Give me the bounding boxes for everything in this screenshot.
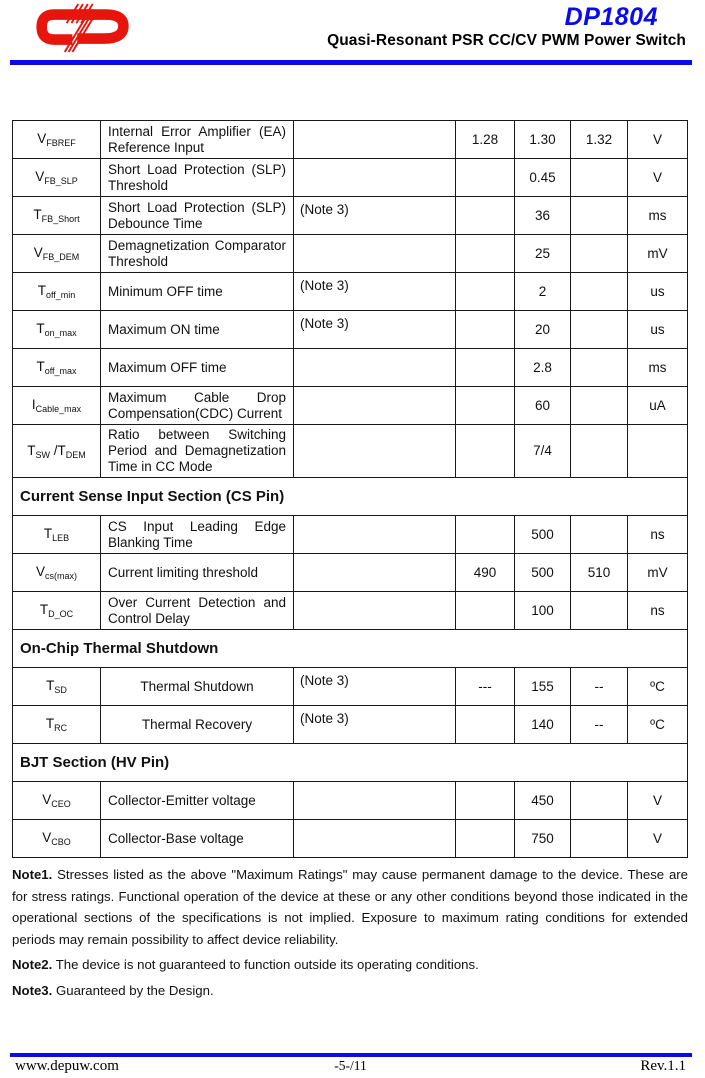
- unit-cell: ms: [628, 349, 688, 387]
- footer-revision: Rev.1.1: [640, 1058, 687, 1074]
- table-row: [13, 159, 688, 197]
- table-row: [13, 668, 688, 706]
- max-cell: [571, 516, 628, 554]
- min-cell: 1.28: [456, 121, 515, 159]
- footer-page-number: -5-/11: [334, 1058, 367, 1073]
- conditions-cell: [294, 121, 456, 159]
- typ-cell: 140: [515, 706, 571, 744]
- typ-cell: 2.8: [515, 349, 571, 387]
- note-1: [12, 864, 688, 950]
- table-row: [13, 554, 688, 592]
- conditions-cell: [294, 387, 456, 425]
- conditions-cell: [294, 554, 456, 592]
- max-cell: [571, 425, 628, 478]
- symbol-subscript: FBREF: [46, 138, 76, 148]
- conditions-cell: [294, 782, 456, 820]
- section-row: [13, 744, 688, 782]
- symbol-subscript: off_min: [45, 290, 76, 300]
- table-row: [13, 387, 688, 425]
- conditions-cell: (Note 3): [294, 668, 456, 706]
- max-cell: [571, 387, 628, 425]
- description-cell: Thermal Recovery: [101, 706, 294, 744]
- max-cell: [571, 349, 628, 387]
- max-cell: [571, 273, 628, 311]
- max-cell: [571, 820, 628, 858]
- symbol-subscript: SD: [54, 685, 67, 695]
- page-header: [0, 0, 705, 66]
- min-cell: [456, 159, 515, 197]
- symbol-cell: $T_{D\_OC}$: [13, 592, 101, 630]
- description-cell: Minimum OFF time: [101, 273, 294, 311]
- max-cell: [571, 311, 628, 349]
- note-3: [12, 980, 688, 1002]
- typ-cell: 155: [515, 668, 571, 706]
- symbol-cell: $V_{FB\_SLP}$: [13, 159, 101, 197]
- description-cell: Maximum Cable Drop Compensation(CDC) Current: [101, 387, 294, 425]
- unit-cell: ns: [628, 592, 688, 630]
- note-2-label: Note2.: [12, 957, 53, 972]
- symbol-cell: $V_{FB\_DEM}$: [13, 235, 101, 273]
- max-cell: [571, 197, 628, 235]
- symbol-cell: $V_{cs(max)}$: [13, 554, 101, 592]
- table-row: [13, 235, 688, 273]
- note-2-text: The device is not guaranteed to function outside its operating conditions.: [55, 957, 479, 972]
- section-row: [13, 630, 688, 668]
- section-title: BJT Section (HV Pin): [13, 744, 688, 782]
- dp-company-logo: [33, 3, 133, 53]
- symbol-cell: $T_{off\_min}$: [13, 273, 101, 311]
- conditions-cell: (Note 3): [294, 311, 456, 349]
- symbol-cell: $T_{RC}$: [13, 706, 101, 744]
- description-cell: Ratio between Switching Period and Demagnetization Time in CC Mode: [101, 425, 294, 478]
- symbol-subscript: FB_Short: [41, 214, 80, 224]
- description-cell: Thermal Shutdown: [101, 668, 294, 706]
- min-cell: [456, 387, 515, 425]
- description-cell: Over Current Detection and Control Delay: [101, 592, 294, 630]
- min-cell: [456, 311, 515, 349]
- typ-cell: 20: [515, 311, 571, 349]
- typ-cell: 25: [515, 235, 571, 273]
- table-row: [13, 349, 688, 387]
- symbol-cell: $V_{FBREF}$: [13, 121, 101, 159]
- unit-cell: ms: [628, 197, 688, 235]
- min-cell: [456, 349, 515, 387]
- max-cell: --: [571, 668, 628, 706]
- table-row: [13, 706, 688, 744]
- unit-cell: V: [628, 159, 688, 197]
- description-cell: CS Input Leading Edge Blanking Time: [101, 516, 294, 554]
- symbol-cell: $I_{Cable\_max}$: [13, 387, 101, 425]
- symbol-cell: $T_{LEB}$: [13, 516, 101, 554]
- symbol-subscript: CBO: [51, 837, 71, 847]
- conditions-cell: (Note 3): [294, 706, 456, 744]
- unit-cell: ºC: [628, 706, 688, 744]
- header-divider: [10, 60, 692, 65]
- unit-cell: ns: [628, 516, 688, 554]
- symbol-cell: $T_{SD}$: [13, 668, 101, 706]
- footer-divider: [10, 1053, 692, 1057]
- document-subtitle: Quasi-Resonant PSR CC/CV PWM Power Switch: [327, 32, 686, 49]
- unit-cell: V: [628, 782, 688, 820]
- table-row: [13, 425, 688, 478]
- unit-cell: ºC: [628, 668, 688, 706]
- description-cell: Short Load Protection (SLP) Debounce Time: [101, 197, 294, 235]
- symbol-subscript: D_OC: [48, 609, 74, 619]
- typ-cell: 60: [515, 387, 571, 425]
- conditions-cell: [294, 235, 456, 273]
- table-row: [13, 273, 688, 311]
- unit-cell: V: [628, 820, 688, 858]
- symbol-subscript: RC: [54, 723, 68, 733]
- conditions-cell: [294, 820, 456, 858]
- min-cell: [456, 516, 515, 554]
- symbol-subscript: DEM: [65, 449, 86, 460]
- section-row: [13, 478, 688, 516]
- description-cell: Demagnetization Comparator Threshold: [101, 235, 294, 273]
- min-cell: [456, 706, 515, 744]
- description-cell: Short Load Protection (SLP) Threshold: [101, 159, 294, 197]
- symbol-cell: $T_{FB\_Short}$: [13, 197, 101, 235]
- min-cell: [456, 235, 515, 273]
- min-cell: [456, 592, 515, 630]
- conditions-cell: [294, 349, 456, 387]
- min-cell: [456, 425, 515, 478]
- description-cell: Internal Error Amplifier (EA) Reference Input: [101, 121, 294, 159]
- notes-section: [12, 864, 688, 1001]
- symbol-subscript: Cable_max: [35, 404, 82, 414]
- symbol-cell: $V_{CEO}$: [13, 782, 101, 820]
- conditions-cell: (Note 3): [294, 197, 456, 235]
- conditions-cell: (Note 3): [294, 273, 456, 311]
- symbol-cell: $T_{on\_max}$: [13, 311, 101, 349]
- typ-cell: 750: [515, 820, 571, 858]
- conditions-cell: [294, 425, 456, 478]
- table-row: [13, 197, 688, 235]
- conditions-cell: [294, 516, 456, 554]
- page-body: [0, 120, 705, 1001]
- min-cell: [456, 820, 515, 858]
- min-cell: [456, 273, 515, 311]
- symbol-cell: $V_{CBO}$: [13, 820, 101, 858]
- symbol-subscript: FB_SLP: [44, 176, 78, 186]
- note-1-text: Stresses listed as the above "Maximum Ratings" may cause permanent damage to the device. These are for stress ratings. Functional operation of the device at these or any other conditions beyond those indicated in the operational sections of the specifications is not implied. Exposure to maximum rating conditions for extended periods may remain possibility to affect device reliability.: [12, 867, 689, 947]
- max-cell: [571, 159, 628, 197]
- symbol-subscript: LEB: [52, 533, 70, 543]
- note-3-label: Note3.: [12, 982, 53, 998]
- table-row: [13, 782, 688, 820]
- typ-cell: 7/4: [515, 425, 571, 478]
- symbol-subscript: CEO: [51, 799, 71, 809]
- symbol-cell: $T_{off\_max}$: [13, 349, 101, 387]
- max-cell: 510: [571, 554, 628, 592]
- conditions-cell: [294, 592, 456, 630]
- note-1-label: Note1.: [12, 867, 53, 882]
- max-cell: [571, 782, 628, 820]
- part-number: DP1804: [564, 3, 658, 31]
- typ-cell: 36: [515, 197, 571, 235]
- unit-cell: us: [628, 273, 688, 311]
- min-cell: ---: [456, 668, 515, 706]
- table-row: [13, 311, 688, 349]
- table-row: [13, 820, 688, 858]
- unit-cell: us: [628, 311, 688, 349]
- typ-cell: 500: [515, 554, 571, 592]
- unit-cell: mV: [628, 235, 688, 273]
- unit-cell: [628, 425, 688, 478]
- typ-cell: 450: [515, 782, 571, 820]
- description-cell: Current limiting threshold: [101, 554, 294, 592]
- note-2: [12, 954, 688, 976]
- symbol-subscript: SW: [35, 449, 50, 460]
- max-cell: [571, 235, 628, 273]
- symbol-subscript: cs(max): [45, 571, 77, 581]
- description-cell: Maximum OFF time: [101, 349, 294, 387]
- unit-cell: V: [628, 121, 688, 159]
- symbol-cell: $T_{SW}$ $/T_{DEM}$: [13, 425, 101, 478]
- symbol-subscript: off_max: [44, 366, 77, 376]
- symbol-subscript: on_max: [44, 328, 77, 338]
- min-cell: [456, 197, 515, 235]
- min-cell: [456, 782, 515, 820]
- description-cell: Collector-Base voltage: [101, 820, 294, 858]
- max-cell: --: [571, 706, 628, 744]
- typ-cell: 2: [515, 273, 571, 311]
- max-cell: 1.32: [571, 121, 628, 159]
- note-3-text: Guaranteed by the Design.: [55, 982, 214, 998]
- section-title: On-Chip Thermal Shutdown: [13, 630, 688, 668]
- electrical-characteristics-table: [12, 120, 688, 858]
- symbol-subscript: FB_DEM: [42, 252, 80, 262]
- unit-cell: uA: [628, 387, 688, 425]
- typ-cell: 500: [515, 516, 571, 554]
- section-title: Current Sense Input Section (CS Pin): [13, 478, 688, 516]
- max-cell: [571, 592, 628, 630]
- typ-cell: 100: [515, 592, 571, 630]
- table-row: [13, 121, 688, 159]
- description-cell: Collector-Emitter voltage: [101, 782, 294, 820]
- table-row: [13, 592, 688, 630]
- min-cell: 490: [456, 554, 515, 592]
- typ-cell: 1.30: [515, 121, 571, 159]
- description-cell: Maximum ON time: [101, 311, 294, 349]
- footer-website: www.depuw.com: [15, 1058, 119, 1074]
- conditions-cell: [294, 159, 456, 197]
- typ-cell: 0.45: [515, 159, 571, 197]
- unit-cell: mV: [628, 554, 688, 592]
- table-row: [13, 516, 688, 554]
